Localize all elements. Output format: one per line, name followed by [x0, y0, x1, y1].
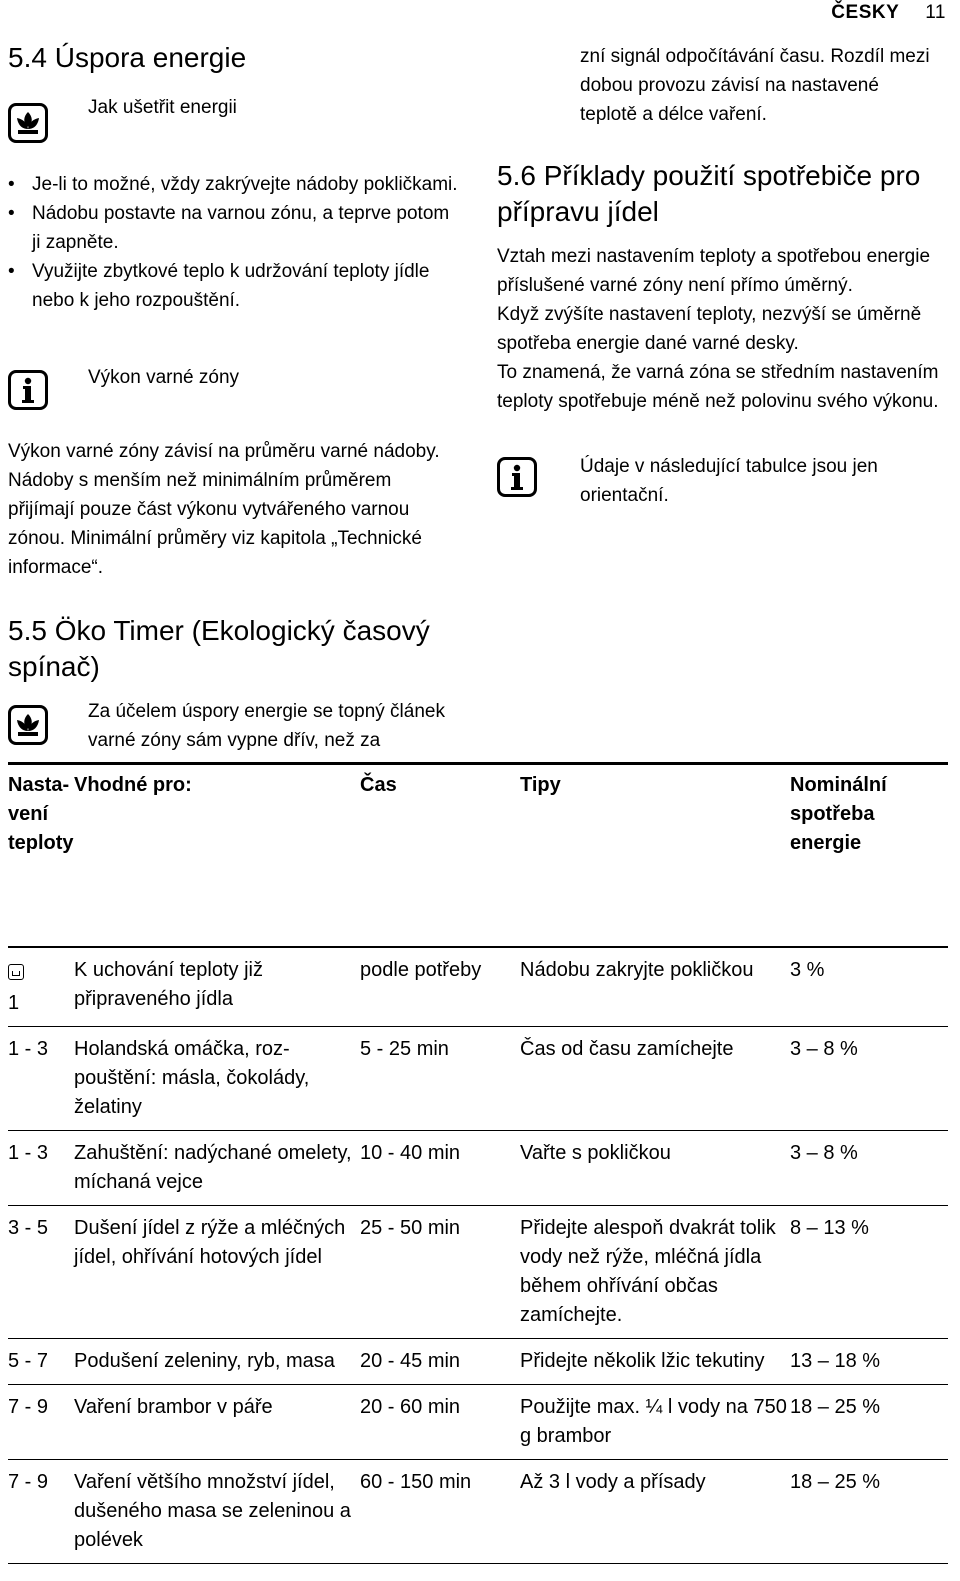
cell-tips: Nádobu zakryjte pokličkou — [520, 959, 754, 981]
header-suitable: Vhodné pro: — [74, 774, 192, 796]
cell-tips: Použijte max. ¼ l vody na 750 g brambor — [520, 1396, 787, 1447]
section-5-4-heading — [8, 40, 246, 76]
cell-tips: Přidejte několik lžic tekutiny — [520, 1350, 765, 1372]
cell-energy: 3 % — [790, 959, 825, 981]
paragraph: Když zvýšíte nastavení teploty, nezvýší se úměrně spotřeba energie dané varné desky. — [497, 304, 922, 354]
info-icon — [497, 457, 537, 497]
section-number: 5.4 — [8, 42, 47, 73]
header-energy: Nominální spotřeba energie — [790, 774, 887, 854]
section-5-6-heading — [497, 158, 937, 230]
list-item: • Je-li to možné, vždy zakrývejte nádoby pokličkami. — [8, 170, 458, 199]
table-row — [8, 1385, 948, 1460]
cell-tips: Vařte s pokličkou — [520, 1142, 671, 1164]
section-5-6-text — [497, 242, 947, 416]
cell-setting: 7 - 9 — [8, 1396, 49, 1418]
cell-setting: 7 - 9 — [8, 1471, 49, 1493]
leaf-icon — [8, 705, 48, 745]
table-row — [8, 1206, 948, 1339]
cell-tips: Čas od času zamíchejte — [520, 1038, 734, 1060]
section-number: 5.6 — [497, 160, 536, 191]
page-header — [831, 2, 946, 24]
table-row — [8, 1027, 948, 1131]
table-row — [8, 947, 948, 1027]
section-number: 5.5 — [8, 615, 47, 646]
cell-time: 5 - 25 min — [360, 1038, 449, 1060]
cell-tips: Přidejte alespoň dvakrát tolik vody než rýže, mléčná jídla během ohřívání občas zamíchejte. — [520, 1217, 776, 1326]
cell-suitable: Holandská omáčka, rozpouštění: másla, čokolády, želatiny — [74, 1038, 310, 1118]
header-time: Čas — [360, 774, 397, 796]
setting-value: 1 — [8, 992, 20, 1014]
section-5-5-heading — [8, 613, 438, 685]
cell-suitable: Vaření brambor v páře — [74, 1396, 273, 1418]
section-title: Úspora energie — [54, 42, 247, 73]
cell-suitable: Podušení zeleniny, ryb, masa — [74, 1350, 335, 1372]
section-title: Příklady použití spotřebiče pro přípravu jídel — [497, 160, 921, 227]
cell-energy: 18 – 25 % — [790, 1396, 881, 1418]
cell-setting: 3 - 5 — [8, 1217, 49, 1239]
cell-setting — [8, 947, 74, 1027]
power-info-text: Výkon varné zóny závisí na průměru varné nádoby. Nádoby s menším než minimálním průměrem přijímají pouze část výkonu vytvářeného varnou zónou. Minimální průměry viz kapitola „Technické informace“. — [8, 441, 440, 578]
list-item: • Nádobu postavte na varnou zónu, a teprve potom ji zapněte. — [8, 199, 458, 257]
list-item: • Využijte zbytkové teplo k udržování teploty jídle nebo k jeho rozpouštění. — [8, 257, 458, 315]
eco-timer-text-continued: zní signál odpočítávání času. Rozdíl mezi dobou provozu závisí na nastavené teplotě a délce vaření. — [580, 46, 930, 125]
cell-time: 20 - 45 min — [360, 1350, 461, 1372]
cell-time: 20 - 60 min — [360, 1396, 461, 1418]
page-number: 11 — [925, 2, 946, 23]
cell-setting: 5 - 7 — [8, 1350, 49, 1372]
table-row — [8, 1131, 948, 1206]
table-row — [8, 1460, 948, 1564]
paragraph: Vztah mezi nastavením teploty a spotřebou energie příslušené varné zóny není přímo úměrný. — [497, 246, 931, 296]
cell-energy: 8 – 13 % — [790, 1217, 869, 1239]
cell-energy: 18 – 25 % — [790, 1471, 881, 1493]
cell-suitable: K uchování teploty již připraveného jídla — [74, 959, 263, 1010]
table-note: Údaje v následující tabulce jsou jen orientační. — [580, 456, 878, 506]
cell-setting: 1 - 3 — [8, 1142, 49, 1164]
cell-time: 60 - 150 min — [360, 1471, 472, 1493]
energy-tip-label: Jak ušetřit energii — [88, 97, 237, 118]
paragraph: To znamená, že varná zóna se středním nastavením teploty spotřebuje méně než polovinu svého výkonu. — [497, 362, 939, 412]
cell-time: 10 - 40 min — [360, 1142, 461, 1164]
cell-energy: 13 – 18 % — [790, 1350, 881, 1372]
cooking-table — [8, 762, 948, 1564]
cell-tips: Až 3 l vody a přísady — [520, 1471, 706, 1493]
cell-energy: 3 – 8 % — [790, 1142, 858, 1164]
cell-time: 25 - 50 min — [360, 1217, 461, 1239]
keep-warm-icon — [8, 964, 24, 980]
leaf-icon — [8, 103, 48, 143]
language-label: ČESKY — [831, 2, 900, 23]
cell-suitable: Dušení jídel z rýže a mléčných jídel, ohřívání hotových jídel — [74, 1217, 346, 1268]
info-icon — [8, 370, 48, 410]
cell-suitable: Zahuštění: nadýchané omelety, míchaná vejce — [74, 1142, 352, 1193]
eco-timer-text: Za účelem úspory energie se topný článek varné zóny sám vypne dřív, než za — [88, 701, 445, 751]
header-setting: Nastavení teploty — [8, 774, 74, 854]
cell-time: podle potřeby — [360, 959, 482, 981]
cell-setting: 1 - 3 — [8, 1038, 49, 1060]
section-title: Öko Timer (Ekologický časový spínač) — [8, 615, 430, 682]
table-header-row — [8, 764, 948, 948]
cell-suitable: Vaření většího množství jídel, dušeného masa se zeleninou a polévek — [74, 1471, 351, 1551]
power-info-label: Výkon varné zóny — [88, 367, 240, 388]
table-row — [8, 1339, 948, 1385]
energy-bullets — [8, 170, 458, 315]
header-tips: Tipy — [520, 774, 561, 796]
cell-energy: 3 – 8 % — [790, 1038, 858, 1060]
